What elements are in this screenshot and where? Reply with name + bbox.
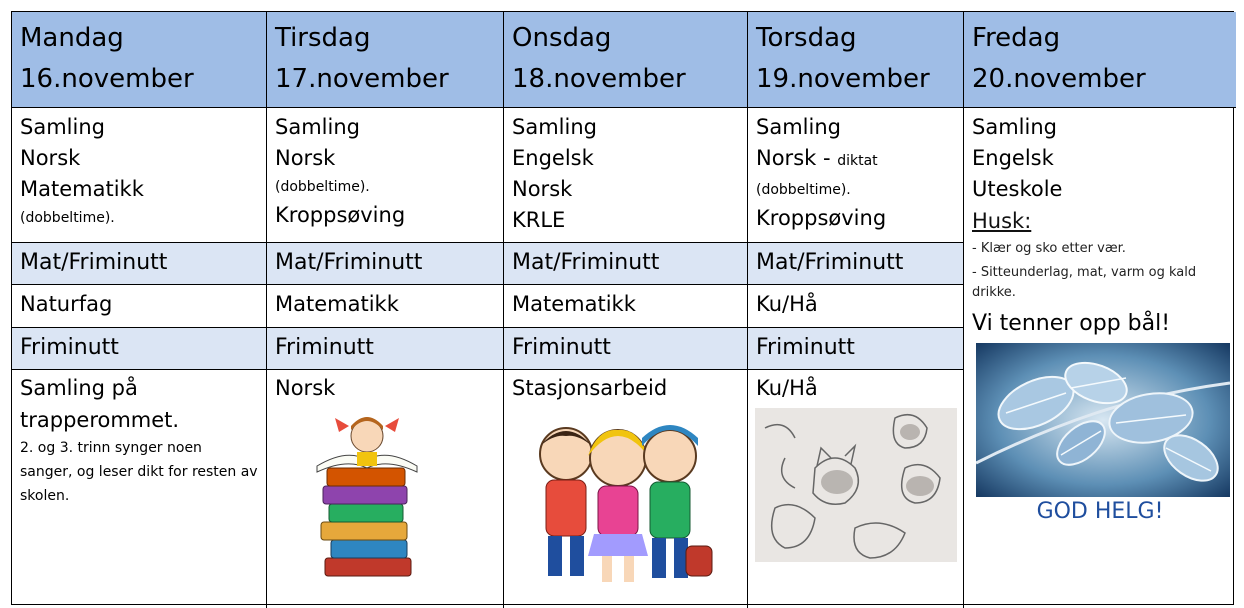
lesson: Norsk	[275, 146, 336, 170]
tuesday-last	[267, 370, 504, 608]
wednesday-last	[504, 370, 748, 608]
lesson: Samling	[756, 115, 841, 139]
thursday-morning	[748, 108, 964, 243]
monday-morning	[12, 108, 267, 243]
weekly-schedule-table	[11, 11, 1234, 605]
monday-break1: Mat/Friminutt	[12, 243, 267, 285]
day-date: 17.november	[275, 64, 449, 94]
thursday-mid: Ku/Hå	[748, 285, 964, 328]
thursday-break1: Mat/Friminutt	[748, 243, 964, 285]
frosted-leaves-image	[976, 343, 1230, 497]
lesson: Ku/Hå	[756, 376, 818, 400]
header-friday	[964, 12, 1236, 108]
event-title: Samling på	[20, 376, 138, 400]
friday-column	[964, 108, 1236, 608]
day-date: 19.november	[756, 64, 930, 94]
monday-break2: Friminutt	[12, 328, 267, 370]
day-name: Tirsdag	[275, 23, 371, 53]
lesson: Engelsk	[512, 146, 594, 170]
monday-mid: Naturfag	[12, 285, 267, 328]
lesson: Kroppsøving	[756, 206, 887, 230]
girl-reading-books-image	[307, 408, 427, 583]
bonfire-text: Vi tenner opp bål!	[972, 311, 1171, 336]
tuesday-morning	[267, 108, 504, 243]
lesson: Samling	[20, 115, 105, 139]
wednesday-mid: Matematikk	[504, 285, 748, 328]
day-name: Mandag	[20, 23, 124, 53]
header-tuesday	[267, 12, 504, 108]
event-note: 2. og 3. trinn synger noen sanger, og leser dikt for resten av skolen.	[20, 440, 258, 504]
thursday-break2: Friminutt	[748, 328, 964, 370]
day-date: 18.november	[512, 64, 686, 94]
lesson: KRLE	[512, 208, 566, 232]
lesson: Matematikk	[20, 177, 144, 201]
lesson-note: (dobbeltime).	[756, 182, 851, 198]
tuesday-break2: Friminutt	[267, 328, 504, 370]
three-kids-image	[518, 406, 718, 596]
monday-last	[12, 370, 267, 608]
cat-drawings-image	[755, 408, 957, 562]
lesson: Norsk	[20, 146, 81, 170]
day-name: Fredag	[972, 23, 1061, 53]
lesson: Samling	[512, 115, 597, 139]
wednesday-break1: Mat/Friminutt	[504, 243, 748, 285]
wednesday-morning	[504, 108, 748, 243]
lesson: Norsk	[275, 376, 336, 400]
lesson: Samling	[275, 115, 360, 139]
day-name: Onsdag	[512, 23, 612, 53]
day-date: 20.november	[972, 64, 1146, 94]
lesson-note: (dobbeltime).	[20, 210, 115, 226]
lesson-note: diktat	[837, 153, 878, 169]
lesson-row	[756, 143, 955, 177]
day-date: 16.november	[20, 64, 194, 94]
tuesday-mid: Matematikk	[267, 285, 504, 328]
lesson: Samling	[972, 115, 1057, 139]
header-thursday	[748, 12, 964, 108]
event-title: trapperommet.	[20, 408, 180, 432]
lesson: Engelsk	[972, 146, 1054, 170]
lesson: Uteskole	[972, 177, 1063, 201]
remember-note: - Klær og sko etter vær.	[972, 241, 1126, 256]
remember-note: - Sitteunderlag, mat, varm og kald drikke.	[972, 265, 1197, 300]
header-monday	[12, 12, 267, 108]
lesson-note: (dobbeltime).	[275, 179, 370, 195]
lesson: Kroppsøving	[275, 203, 406, 227]
lesson: Norsk -	[756, 146, 838, 170]
closing-text: GOD HELG!	[1036, 499, 1164, 524]
tuesday-break1: Mat/Friminutt	[267, 243, 504, 285]
thursday-last	[748, 370, 964, 608]
lesson: Stasjonsarbeid	[512, 376, 668, 400]
header-wednesday	[504, 12, 748, 108]
wednesday-break2: Friminutt	[504, 328, 748, 370]
remember-heading: Husk:	[972, 209, 1032, 233]
lesson: Norsk	[512, 177, 573, 201]
day-name: Torsdag	[756, 23, 857, 53]
